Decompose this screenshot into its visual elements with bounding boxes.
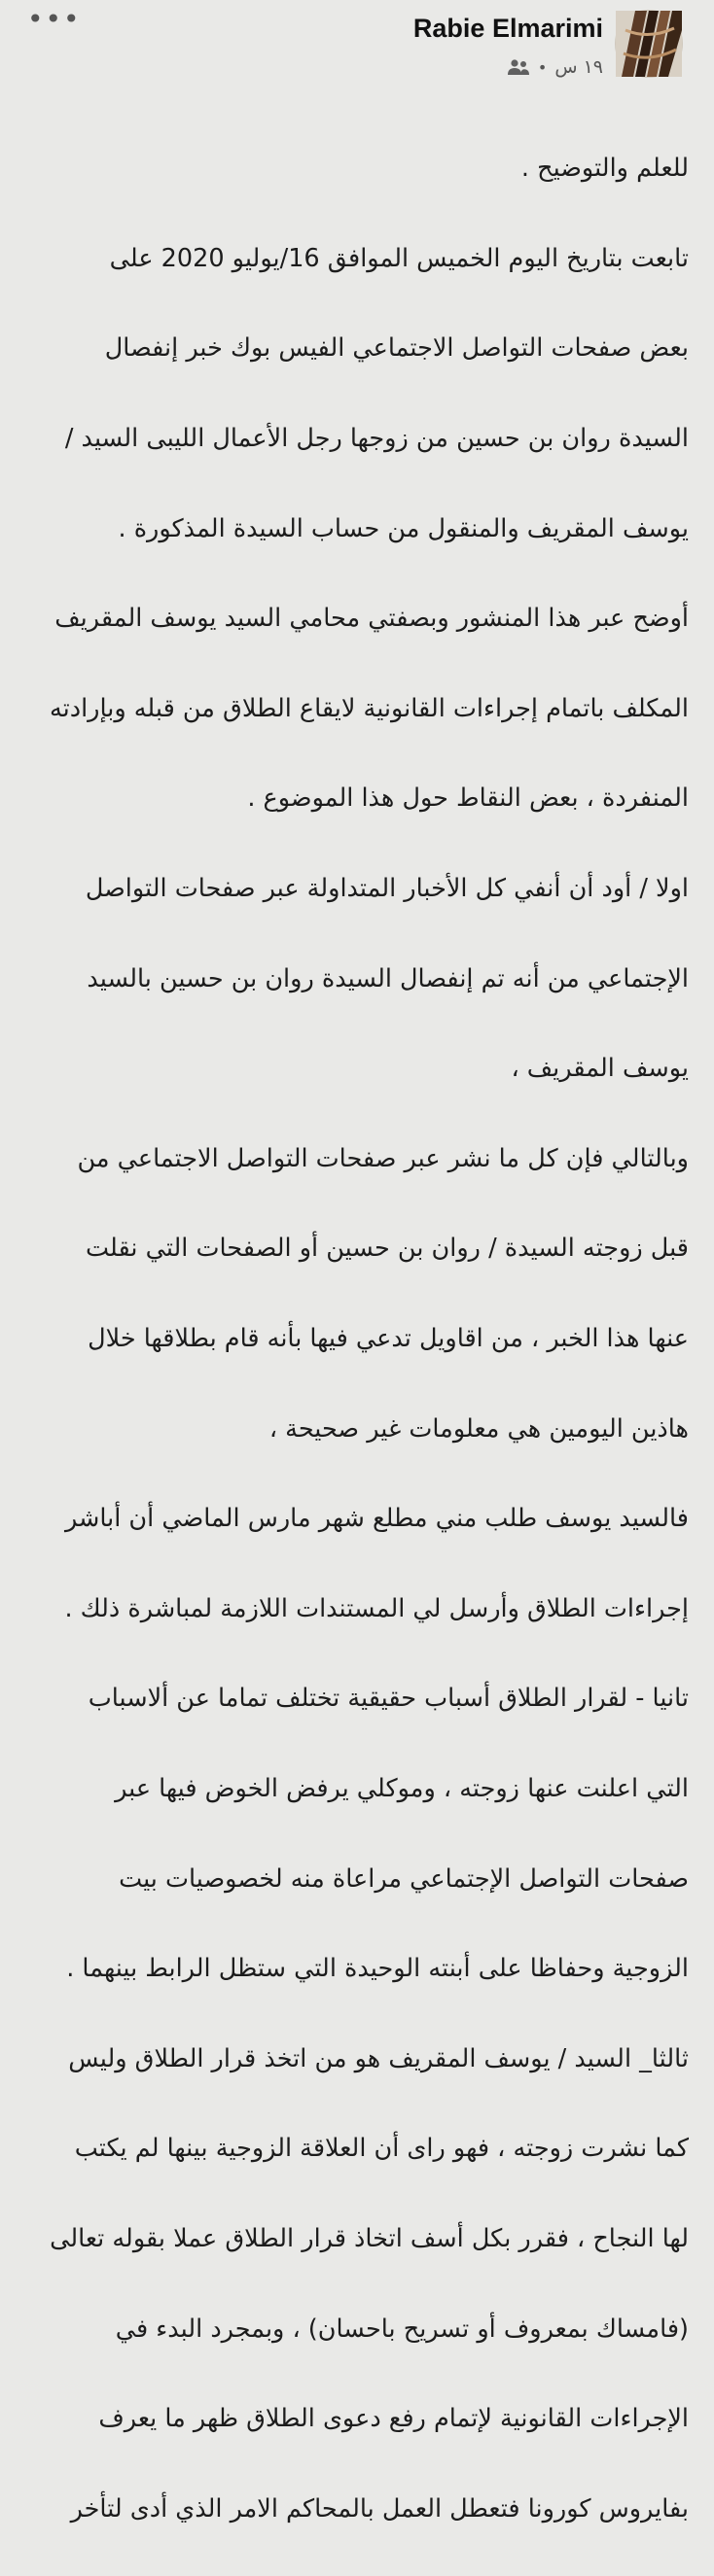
- post-line: أوضح عبر هذا المنشور وبصفتي محامي السيد يوسف المقريف: [54, 604, 689, 634]
- avatar[interactable]: [615, 10, 683, 78]
- post-text: [23, 101, 689, 2576]
- post-line: السيدة روان بن حسين من زوجها رجل الأعمال الليبى السيد /: [64, 424, 689, 454]
- post-line: يوسف المقريف والمنقول من حساب السيدة المذكورة .: [118, 513, 689, 543]
- post-line: إجراءات الطلاق وأرسل لي المستندات اللازمة لمباشرة ذلك .: [64, 1593, 689, 1623]
- post-line: تابعت بتاريخ اليوم الخميس الموافق 16/يوليو 2020 على: [109, 243, 689, 273]
- avatar-image: [616, 11, 682, 77]
- post-line: ثالثا_ السيد / يوسف المقريف هو من اتخذ قرار الطلاق وليس: [68, 2043, 689, 2073]
- more-options-button[interactable]: •••: [27, 3, 82, 35]
- post-line: بفايروس كورونا فتعطل العمل بالمحاكم الامر الذي أدى لتأخر: [70, 2493, 689, 2524]
- post-line: اولا / أود أن أنفي كل الأخبار المتداولة عبر صفحات التواصل: [85, 874, 689, 904]
- post-line: المنفردة ، بعض النقاط حول هذا الموضوع .: [247, 783, 689, 814]
- post-line: عنها هذا الخبر ، من اقاويل تدعي فيها بأنه قام بطلاقها خلال: [88, 1324, 689, 1354]
- post-line: وبالتالي فإن كل ما نشر عبر صفحات التواصل الاجتماعي من: [77, 1143, 689, 1173]
- post-line: المكلف باتمام إجراءات القانونية لايقاع الطلاق من قبله وبإرادته: [49, 693, 689, 723]
- post-line: فالسيد يوسف طلب مني مطلع شهر مارس الماضي أن أباشر: [64, 1504, 689, 1534]
- post-line: الزوجية وحفاظا على أبنته الوحيدة التي ستظل الرابط بينهما .: [66, 1954, 689, 1984]
- post-line: بعض صفحات التواصل الاجتماعي الفيس بوك خبر إنفصال: [104, 333, 689, 364]
- post-line: يوسف المقريف ،: [511, 1054, 689, 1084]
- post-line: للعلم والتوضيح .: [520, 154, 689, 184]
- post-line: الإجراءات القانونية لإتمام رفع دعوى الطلاق ظهر ما يعرف: [98, 2404, 689, 2434]
- post-meta: [507, 56, 603, 78]
- post-line: هاذين اليومين هي معلومات غير صحيحة ،: [268, 1413, 689, 1444]
- post-line: كما نشرت زوجته ، فهو راى أن العلاقة الزوجية بينها لم يكتب: [74, 2134, 689, 2164]
- post-line: (فامساك بمعروف أو تسريح باحسان) ، وبمجرد البدء في: [115, 2314, 689, 2344]
- post-line: لها النجاح ، فقرر بكل أسف اتخاذ قرار الطلاق عملا بقوله تعالى: [50, 2223, 689, 2253]
- post-line: قبل زوجته السيدة / روان بن حسين أو الصفحات التي نقلت: [86, 1234, 689, 1264]
- author-name[interactable]: Rabie Elmarimi: [412, 14, 603, 43]
- post-line: تانيا - لقرار الطلاق أسباب حقيقية تختلف تماما عن ألاسباب: [88, 1684, 689, 1714]
- post-line: الإجتماعي من أنه تم إنفصال السيدة روان بن حسين بالسيد: [87, 963, 689, 993]
- post-time[interactable]: ١٩ س: [554, 56, 603, 78]
- friends-icon[interactable]: [507, 58, 530, 76]
- post-line: صفحات التواصل الإجتماعي مراعاة منه لخصوصيات بيت: [119, 1863, 689, 1894]
- post-header: [0, 0, 714, 93]
- post-line: التي اعلنت عنها زوجته ، وموكلي يرفض الخوض فيها عبر: [115, 1773, 689, 1803]
- meta-separator: •: [537, 57, 548, 77]
